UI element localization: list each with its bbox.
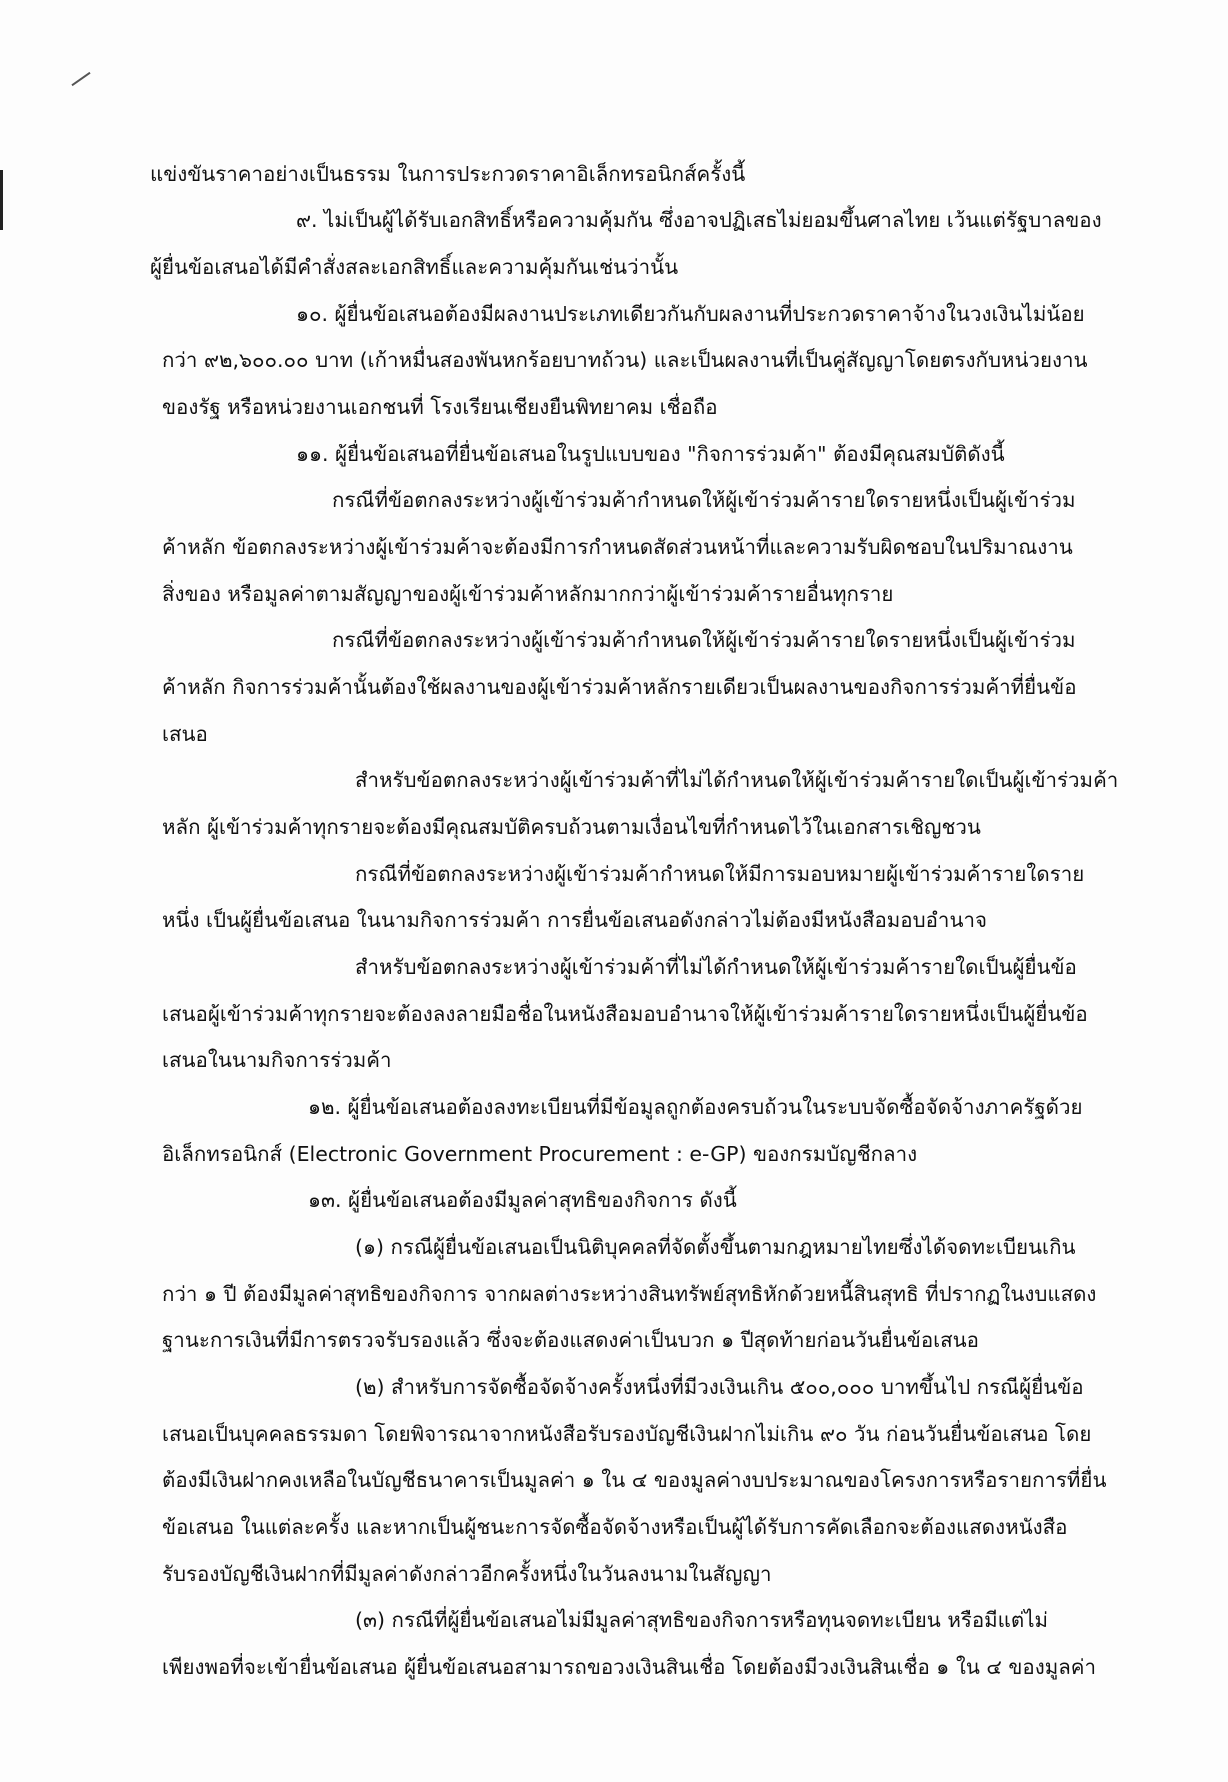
text-line: กรณีที่ข้อตกลงระหว่างผู้เข้าร่วมค้ากำหนดให้ผู้เข้าร่วมค้ารายใดรายหนึ่งเป็นผู้เข้าร่วม xyxy=(332,628,1076,652)
text-line: ของรัฐ หรือหน่วยงานเอกชนที่ โรงเรียนเชียงยืนพิทยาคม เชื่อถือ xyxy=(162,395,718,419)
text-line: เสนอในนามกิจการร่วมค้า xyxy=(162,1048,392,1072)
text-line: เสนอ xyxy=(162,722,208,746)
text-line: เสนอเป็นบุคคลธรรมดา โดยพิจารณาจากหนังสือรับรองบัญชีเงินฝากไม่เกิน ๙๐ วัน ก่อนวันยื่นข้อเสนอ โดย xyxy=(162,1422,1092,1446)
scan-edge-mark xyxy=(0,170,3,230)
text-line: ๑๑. ผู้ยื่นข้อเสนอที่ยื่นข้อเสนอในรูปแบบของ "กิจการร่วมค้า" ต้องมีคุณสมบัติดังนี้ xyxy=(296,442,1005,466)
text-line: ข้อเสนอ ในแต่ละครั้ง และหากเป็นผู้ชนะการจัดซื้อจัดจ้างหรือเป็นผู้ได้รับการคัดเลือกจะต้องแสดงหนังสือ xyxy=(162,1515,1068,1539)
text-line: ค้าหลัก กิจการร่วมค้านั้นต้องใช้ผลงานของผู้เข้าร่วมค้าหลักรายเดียวเป็นผลงานของกิจการร่วมค้าที่ยื่นข้อ xyxy=(162,675,1077,699)
text-line: อิเล็กทรอนิกส์ (Electronic Government Procurement : e-GP) ของกรมบัญชีกลาง xyxy=(162,1142,918,1166)
text-line: กว่า ๙๒,๖๐๐.๐๐ บาท (เก้าหมื่นสองพันหกร้อยบาทถ้วน) และเป็นผลงานที่เป็นคู่สัญญาโดยตรงกับหน่วยงาน xyxy=(162,348,1088,372)
text-line: ๙. ไม่เป็นผู้ได้รับเอกสิทธิ์หรือความคุ้มกัน ซึ่งอาจปฏิเสธไม่ยอมขึ้นศาลไทย เว้นแต่รัฐบาลของ xyxy=(296,208,1102,232)
text-line: ๑๒. ผู้ยื่นข้อเสนอต้องลงทะเบียนที่มีข้อมูลถูกต้องครบถ้วนในระบบจัดซื้อจัดจ้างภาครัฐด้วย xyxy=(308,1095,1083,1119)
text-line: (๒) สำหรับการจัดซื้อจัดจ้างครั้งหนึ่งที่มีวงเงินเกิน ๕๐๐,๐๐๐ บาทขึ้นไป กรณีผู้ยื่นข้อ xyxy=(355,1375,1084,1399)
text-line: ผู้ยื่นข้อเสนอได้มีคำสั่งสละเอกสิทธิ์และความคุ้มกันเช่นว่านั้น xyxy=(150,255,679,279)
text-line: หลัก ผู้เข้าร่วมค้าทุกรายจะต้องมีคุณสมบัติครบถ้วนตามเงื่อนไขที่กำหนดไว้ในเอกสารเชิญชวน xyxy=(162,815,981,839)
scan-artifact-mark xyxy=(71,72,90,86)
text-line: สิ่งของ หรือมูลค่าตามสัญญาของผู้เข้าร่วมค้าหลักมากกว่าผู้เข้าร่วมค้ารายอื่นทุกราย xyxy=(162,582,894,606)
text-line: เพียงพอที่จะเข้ายื่นข้อเสนอ ผู้ยื่นข้อเสนอสามารถขอวงเงินสินเชื่อ โดยต้องมีวงเงินสินเชื่อ ๑ ใน ๔ ของมูลค่า xyxy=(162,1655,1097,1679)
text-line: ๑๓. ผู้ยื่นข้อเสนอต้องมีมูลค่าสุทธิของกิจการ ดังนี้ xyxy=(308,1188,737,1212)
text-line: กรณีที่ข้อตกลงระหว่างผู้เข้าร่วมค้ากำหนดให้มีการมอบหมายผู้เข้าร่วมค้ารายใดราย xyxy=(355,862,1085,886)
text-line: รับรองบัญชีเงินฝากที่มีมูลค่าดังกล่าวอีกครั้งหนึ่งในวันลงนามในสัญญา xyxy=(162,1562,772,1586)
text-line: แข่งขันราคาอย่างเป็นธรรม ในการประกวดราคาอิเล็กทรอนิกส์ครั้งนี้ xyxy=(150,162,746,186)
text-line: ค้าหลัก ข้อตกลงระหว่างผู้เข้าร่วมค้าจะต้องมีการกำหนดสัดส่วนหน้าที่และความรับผิดชอบในปริมาณงาน xyxy=(162,535,1073,559)
text-line: เสนอผู้เข้าร่วมค้าทุกรายจะต้องลงลายมือชื่อในหนังสือมอบอำนาจให้ผู้เข้าร่วมค้ารายใดรายหนึ่งเป็นผู้ยื่นข้อ xyxy=(162,1002,1088,1026)
text-line: สำหรับข้อตกลงระหว่างผู้เข้าร่วมค้าที่ไม่ได้กำหนดให้ผู้เข้าร่วมค้ารายใดเป็นผู้ยื่นข้อ xyxy=(355,955,1077,979)
text-line: หนึ่ง เป็นผู้ยื่นข้อเสนอ ในนามกิจการร่วมค้า การยื่นข้อเสนอดังกล่าวไม่ต้องมีหนังสือมอบอำนาจ xyxy=(162,908,987,932)
text-line: ๑๐. ผู้ยื่นข้อเสนอต้องมีผลงานประเภทเดียวกันกับผลงานที่ประกวดราคาจ้างในวงเงินไม่น้อย xyxy=(296,302,1085,326)
text-line: ฐานะการเงินที่มีการตรวจรับรองแล้ว ซึ่งจะต้องแสดงค่าเป็นบวก ๑ ปีสุดท้ายก่อนวันยื่นข้อเสนอ xyxy=(162,1328,979,1352)
text-line: กว่า ๑ ปี ต้องมีมูลค่าสุทธิของกิจการ จากผลต่างระหว่างสินทรัพย์สุทธิหักด้วยหนี้สินสุทธิ ที่ปรากฏในงบแสดง xyxy=(162,1282,1097,1306)
text-line: ต้องมีเงินฝากคงเหลือในบัญชีธนาคารเป็นมูลค่า ๑ ใน ๔ ของมูลค่างบประมาณของโครงการหรือรายการที่ยื่น xyxy=(162,1468,1107,1492)
text-line: สำหรับข้อตกลงระหว่างผู้เข้าร่วมค้าที่ไม่ได้กำหนดให้ผู้เข้าร่วมค้ารายใดเป็นผู้เข้าร่วมค้า xyxy=(355,768,1119,792)
text-line: (๓) กรณีที่ผู้ยื่นข้อเสนอไม่มีมูลค่าสุทธิของกิจการหรือทุนจดทะเบียน หรือมีแต่ไม่ xyxy=(355,1608,1049,1632)
text-line: (๑) กรณีผู้ยื่นข้อเสนอเป็นนิติบุคคลที่จัดตั้งขึ้นตามกฎหมายไทยซึ่งได้จดทะเบียนเกิน xyxy=(355,1235,1076,1259)
text-line: กรณีที่ข้อตกลงระหว่างผู้เข้าร่วมค้ากำหนดให้ผู้เข้าร่วมค้ารายใดรายหนึ่งเป็นผู้เข้าร่วม xyxy=(332,488,1076,512)
